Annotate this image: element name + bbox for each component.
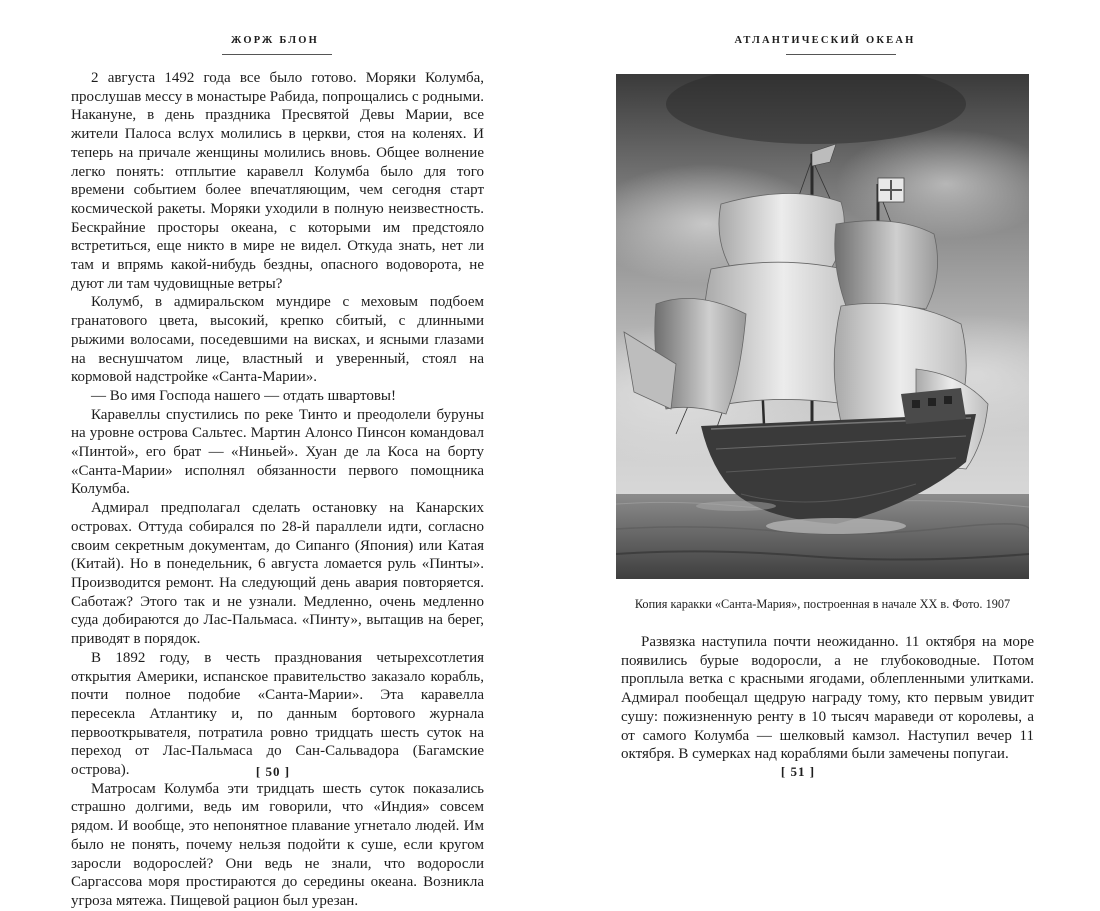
paragraph: Каравеллы спустились по реке Тинто и преодолели буруны на уровне острова Сальтес. Мартин Алонсо Пинсон командовал «Пинтой», его брат — «Ниньей». Хуан де ла Коса на борту «Санта-Марии» исполнял обязанности первого помощника Колумба.	[71, 406, 484, 498]
photo-caption: Копия каракки «Санта-Мария», построенная в начале XX в. Фото. 1907	[634, 597, 1011, 611]
paragraph: — Во имя Господа нашего — отдать швартовы!	[91, 387, 396, 404]
running-head-rule-left	[222, 54, 332, 55]
paragraph: 2 августа 1492 года все было готово. Моряки Колумба, прослушав мессу в монастыре Рабида, попрощались с родными. Накануне, в день праздника Пресвятой Девы Марии, все жители Палоса вслух молились в церкви, стоя на коленях. И теперь на причале женщины молились вновь. Общее волнение легко понять: отплытие каравелл Колумба было для того времени событием более впечатляющим, чем сегодня старт космической ракеты. Моряки уходили в полную неизвестность. Бескрайние просторы океана, с которыми им предстояло встретиться, еще никто в мире не видел. Откуда знать, нет ли там и впрямь какой-нибудь бездны, опасного водоворота, не дуют ли там чудовищные ветры?	[71, 70, 484, 292]
running-head-right: АТЛАНТИЧЕСКИЙ ОКЕАН	[734, 35, 916, 46]
paragraph: В 1892 году, в честь празднования четырехсотлетия открытия Америки, испанское правительство заказало корабль, почти полное подобие «Санта-Марии». Эта каравелла пересекла Атлантику и, по данным бортового журнала первооткрывателя, потратила ровно тридцать шесть суток на переход от Лас-Пальмаса до Сан-Сальвадора (Багамские острова).	[71, 649, 484, 779]
right-page	[550, 0, 1100, 825]
paragraph: Колумб, в адмиральском мундире с меховым подбоем гранатового цвета, высокий, крепко сбитый, с длинными рыжими волосами, поседевшими на висках, и ясными глазами на веснушчатом лице, властный и уверенный, стоял на кормовой надстройке «Санта-Марии».	[71, 294, 484, 386]
paragraph: Матросам Колумба эти тридцать шесть суток показались страшно долгими, ведь им говорили, что «Индия» совсем рядом. И вообще, это непонятное плавание угнетало людей. Им было не понять, почему нельзя подойти к суше, если кругом заросли водорослей? Они ведь не знали, что водоросли Саргассова моря простираются до середины океана. Возникла угроза мятежа. Пищевой рацион был урезан.	[71, 780, 484, 909]
ship-photo-icon	[616, 74, 1029, 579]
running-head-rule-right	[786, 54, 896, 55]
paragraph: Адмирал предполагал сделать остановку на Канарских островах. Оттуда собирался по 28-й параллели идти, согласно своим секретным документам, до Сипанго (Япония) или Катая (Китай). Но в понедельник, 6 августа ломается руль «Пинты». Производится ремонт. На следующий день авария повторяется. Саботаж? Этого так и не узнали. Медленно, очень медленно суда добираются до Лас-Пальмаса. «Пинту», вытащив на берег, приводят в порядок.	[71, 500, 484, 648]
left-page	[0, 0, 550, 909]
running-head-left: ЖОРЖ БЛОН	[231, 35, 319, 46]
right-page-body	[621, 633, 1034, 764]
left-page-body	[71, 69, 484, 911]
page-number-left: [ 50 ]	[255, 764, 291, 779]
paragraph: Развязка наступила почти неожиданно. 11 октября на море появились бурые водоросли, а не глубоководные. Потом проплыла ветка с красными ягодами, облепленными улитками. Адмирал пообещал щедрую награду тому, кто первым увидит сушу: пожизненную ренту в 10 тысяч мараведи от королевы, а от самого Колумба — шелковый камзол. Наступил вечер 11 октября. В сумерках над кораблями были замечены попугаи.	[621, 634, 1034, 763]
page-number-right: [ 51 ]	[780, 764, 816, 779]
